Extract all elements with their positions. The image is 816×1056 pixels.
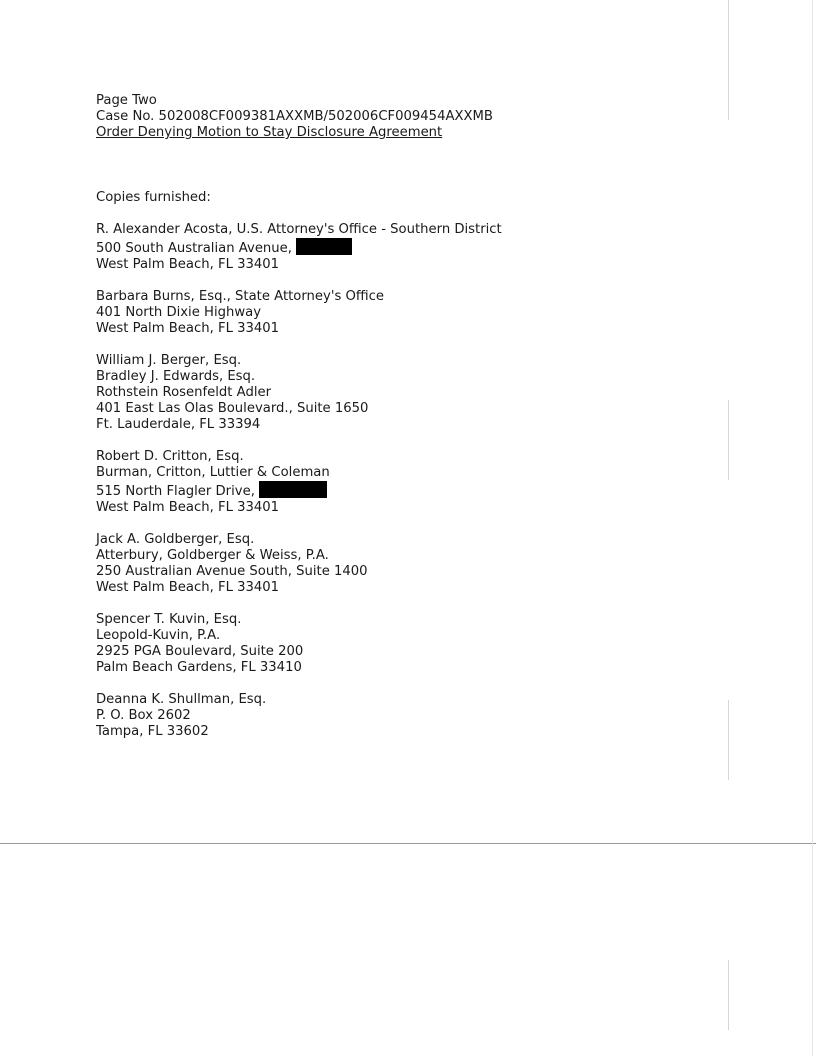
recipient-line: Robert D. Critton, Esq. [96, 449, 244, 464]
recipient-line [96, 238, 502, 257]
recipient-line: Burman, Critton, Luttier & Coleman [96, 465, 330, 480]
recipient-line: Palm Beach Gardens, FL 33410 [96, 660, 302, 675]
recipient-line: Ft. Lauderdale, FL 33394 [96, 417, 261, 432]
recipient-block [96, 289, 502, 337]
recipient-line: Tampa, FL 33602 [96, 724, 209, 739]
recipient-line: Barbara Burns, Esq., State Attorney's Office [96, 289, 384, 304]
address-text: 500 South Australian Avenue, [96, 241, 292, 256]
recipient-line: Deanna K. Shullman, Esq. [96, 692, 267, 707]
recipient-line: 2925 PGA Boulevard, Suite 200 [96, 644, 304, 659]
recipient-line: West Palm Beach, FL 33401 [96, 500, 280, 515]
page-header [96, 93, 493, 141]
recipient-line: William J. Berger, Esq. [96, 353, 242, 368]
recipient-line: R. Alexander Acosta, U.S. Attorney's Office - Southern District [96, 222, 502, 237]
recipient-line: Rothstein Rosenfeldt Adler [96, 385, 272, 400]
redaction-box [259, 481, 327, 498]
recipient-line: Bradley J. Edwards, Esq. [96, 369, 256, 384]
recipient-line: 401 North Dixie Highway [96, 305, 262, 320]
recipient-line: Atterbury, Goldberger & Weiss, P.A. [96, 548, 329, 563]
recipient-line [96, 481, 502, 500]
scan-artifact [812, 0, 813, 1056]
case-number: Case No. 502008CF009381AXXMB/502006CF009454AXXMB [96, 109, 493, 124]
recipient-line: P. O. Box 2602 [96, 708, 191, 723]
copies-furnished-label: Copies furnished: [96, 190, 211, 205]
recipient-line: Jack A. Goldberger, Esq. [96, 532, 255, 547]
recipient-block [96, 222, 502, 273]
recipient-block [96, 612, 502, 676]
scan-artifact [728, 700, 729, 780]
page-divider-line [0, 843, 816, 844]
recipient-line: West Palm Beach, FL 33401 [96, 580, 280, 595]
redaction-box [296, 238, 352, 255]
scan-artifact [728, 0, 729, 120]
recipient-line: West Palm Beach, FL 33401 [96, 257, 280, 272]
order-title: Order Denying Motion to Stay Disclosure Agreement [96, 125, 443, 140]
recipient-block [96, 449, 502, 516]
scan-artifact [728, 960, 729, 1030]
recipient-list [96, 222, 502, 756]
page-label: Page Two [96, 93, 157, 108]
recipient-block [96, 532, 502, 596]
recipient-line: Spencer T. Kuvin, Esq. [96, 612, 242, 627]
recipient-block [96, 353, 502, 433]
recipient-line: 401 East Las Olas Boulevard., Suite 1650 [96, 401, 369, 416]
address-text: 515 North Flagler Drive, [96, 484, 255, 499]
recipient-line: Leopold-Kuvin, P.A. [96, 628, 221, 643]
recipient-block [96, 692, 502, 740]
scan-artifact [728, 400, 729, 480]
recipient-line: West Palm Beach, FL 33401 [96, 321, 280, 336]
recipient-line: 250 Australian Avenue South, Suite 1400 [96, 564, 368, 579]
